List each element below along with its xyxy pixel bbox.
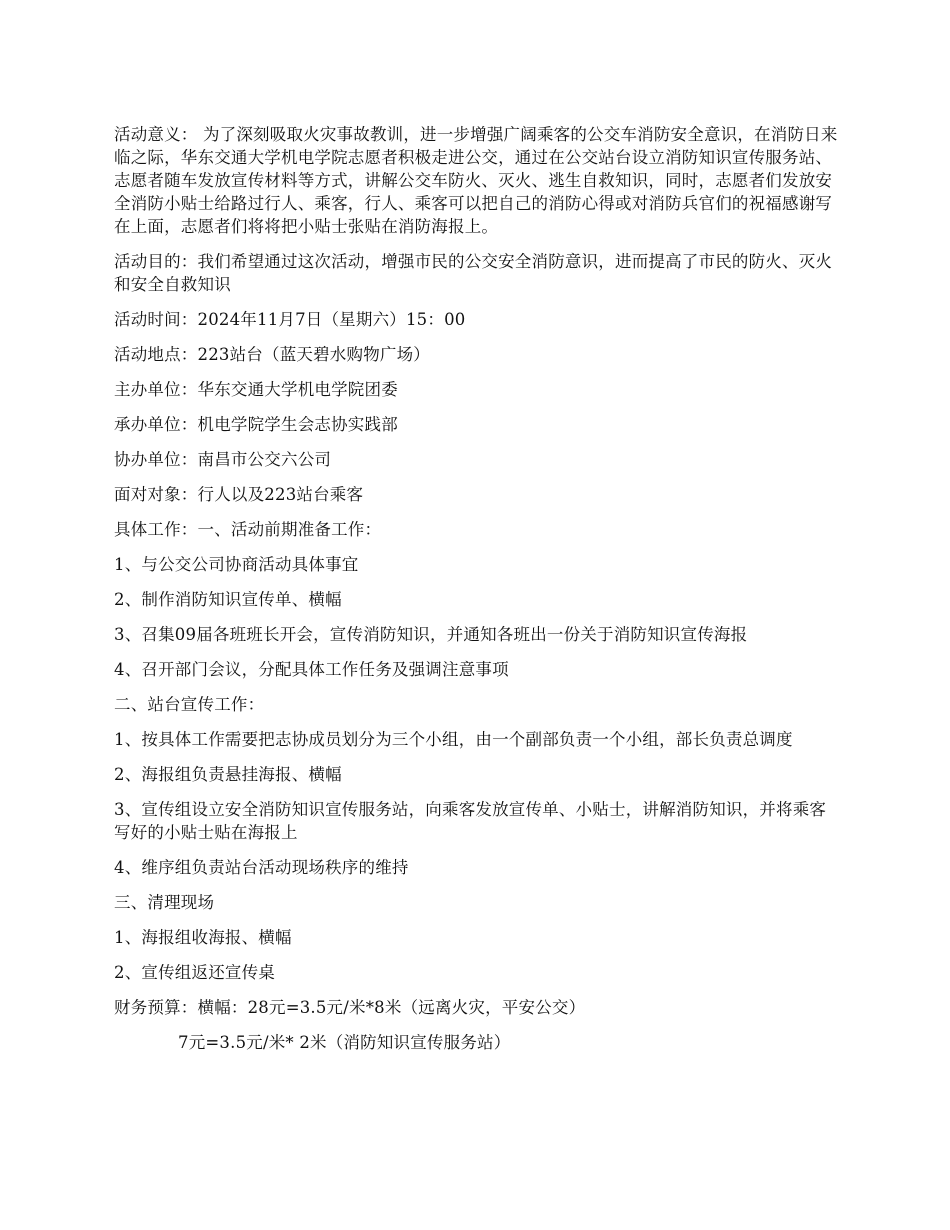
list-item: 1、与公交公司协商活动具体事宜 [114, 555, 359, 574]
paragraph-organizer: 主办单位：华东交通大学机电学院团委 [114, 380, 398, 399]
section-heading-station-publicity: 二、站台宣传工作： [114, 695, 265, 714]
list-item: 1、海报组收海报、横幅 [114, 928, 292, 947]
paragraph-work-heading: 具体工作：一、活动前期准备工作： [114, 520, 382, 539]
list-item: 3、宣传组设立安全消防知识宣传服务站，向乘客发放宣传单、小贴士，讲解消防知识，并将乘客写好的小贴士贴在海报上 [114, 800, 827, 842]
paragraph-co-organizer: 协办单位：南昌市公交六公司 [114, 450, 332, 469]
list-item: 2、制作消防知识宣传单、横幅 [114, 590, 342, 609]
paragraph-activity-location: 活动地点：223站台（蓝天碧水购物广场） [114, 345, 430, 364]
paragraph-activity-purpose: 活动目的：我们希望通过这次活动，增强市民的公交安全消防意识，进而提高了市民的防火、灭火和安全自救知识 [114, 252, 833, 294]
document-body [114, 123, 842, 1066]
list-item: 4、召开部门会议，分配具体工作任务及强调注意事项 [114, 660, 509, 679]
list-item: 2、海报组负责悬挂海报、横幅 [114, 765, 342, 784]
paragraph-budget-continued: 7元=3.5元/米* 2米（消防知识宣传服务站） [178, 1033, 511, 1052]
paragraph-undertaker: 承办单位：机电学院学生会志协实践部 [114, 415, 398, 434]
section-heading-cleanup: 三、清理现场 [114, 893, 215, 912]
list-item: 1、按具体工作需要把志协成员划分为三个小组，由一个副部负责一个小组，部长负责总调度 [114, 730, 793, 749]
list-item: 4、维序组负责站台活动现场秩序的维持 [114, 858, 409, 877]
paragraph-activity-significance: 活动意义： 为了深刻吸取火灾事故教训，进一步增强广阔乘客的公交车消防安全意识，在消防日来临之际，华东交通大学机电学院志愿者积极走进公交，通过在公交站台设立消防知识宣传服务站、志愿者随车发放宣传材料等方式，讲解公交车防火、灭火、逃生自救知识，同时，志愿者们发放安全消防小贴士给路过行人、乘客，行人、乘客可以把自己的消防心得或对消防兵官们的祝福感谢写在上面，志愿者们将将把小贴士张贴在消防海报上。 [114, 125, 838, 236]
paragraph-budget: 财务预算：横幅：28元=3.5元/米*8米（远离火灾，平安公交） [114, 998, 586, 1017]
paragraph-target-audience: 面对对象：行人以及223站台乘客 [114, 485, 364, 504]
list-item: 3、召集09届各班班长开会，宣传消防知识，并通知各班出一份关于消防知识宣传海报 [114, 625, 748, 644]
list-item: 2、宣传组返还宣传桌 [114, 963, 275, 982]
paragraph-activity-time: 活动时间：2024年11月7日（星期六）15：00 [114, 310, 466, 329]
